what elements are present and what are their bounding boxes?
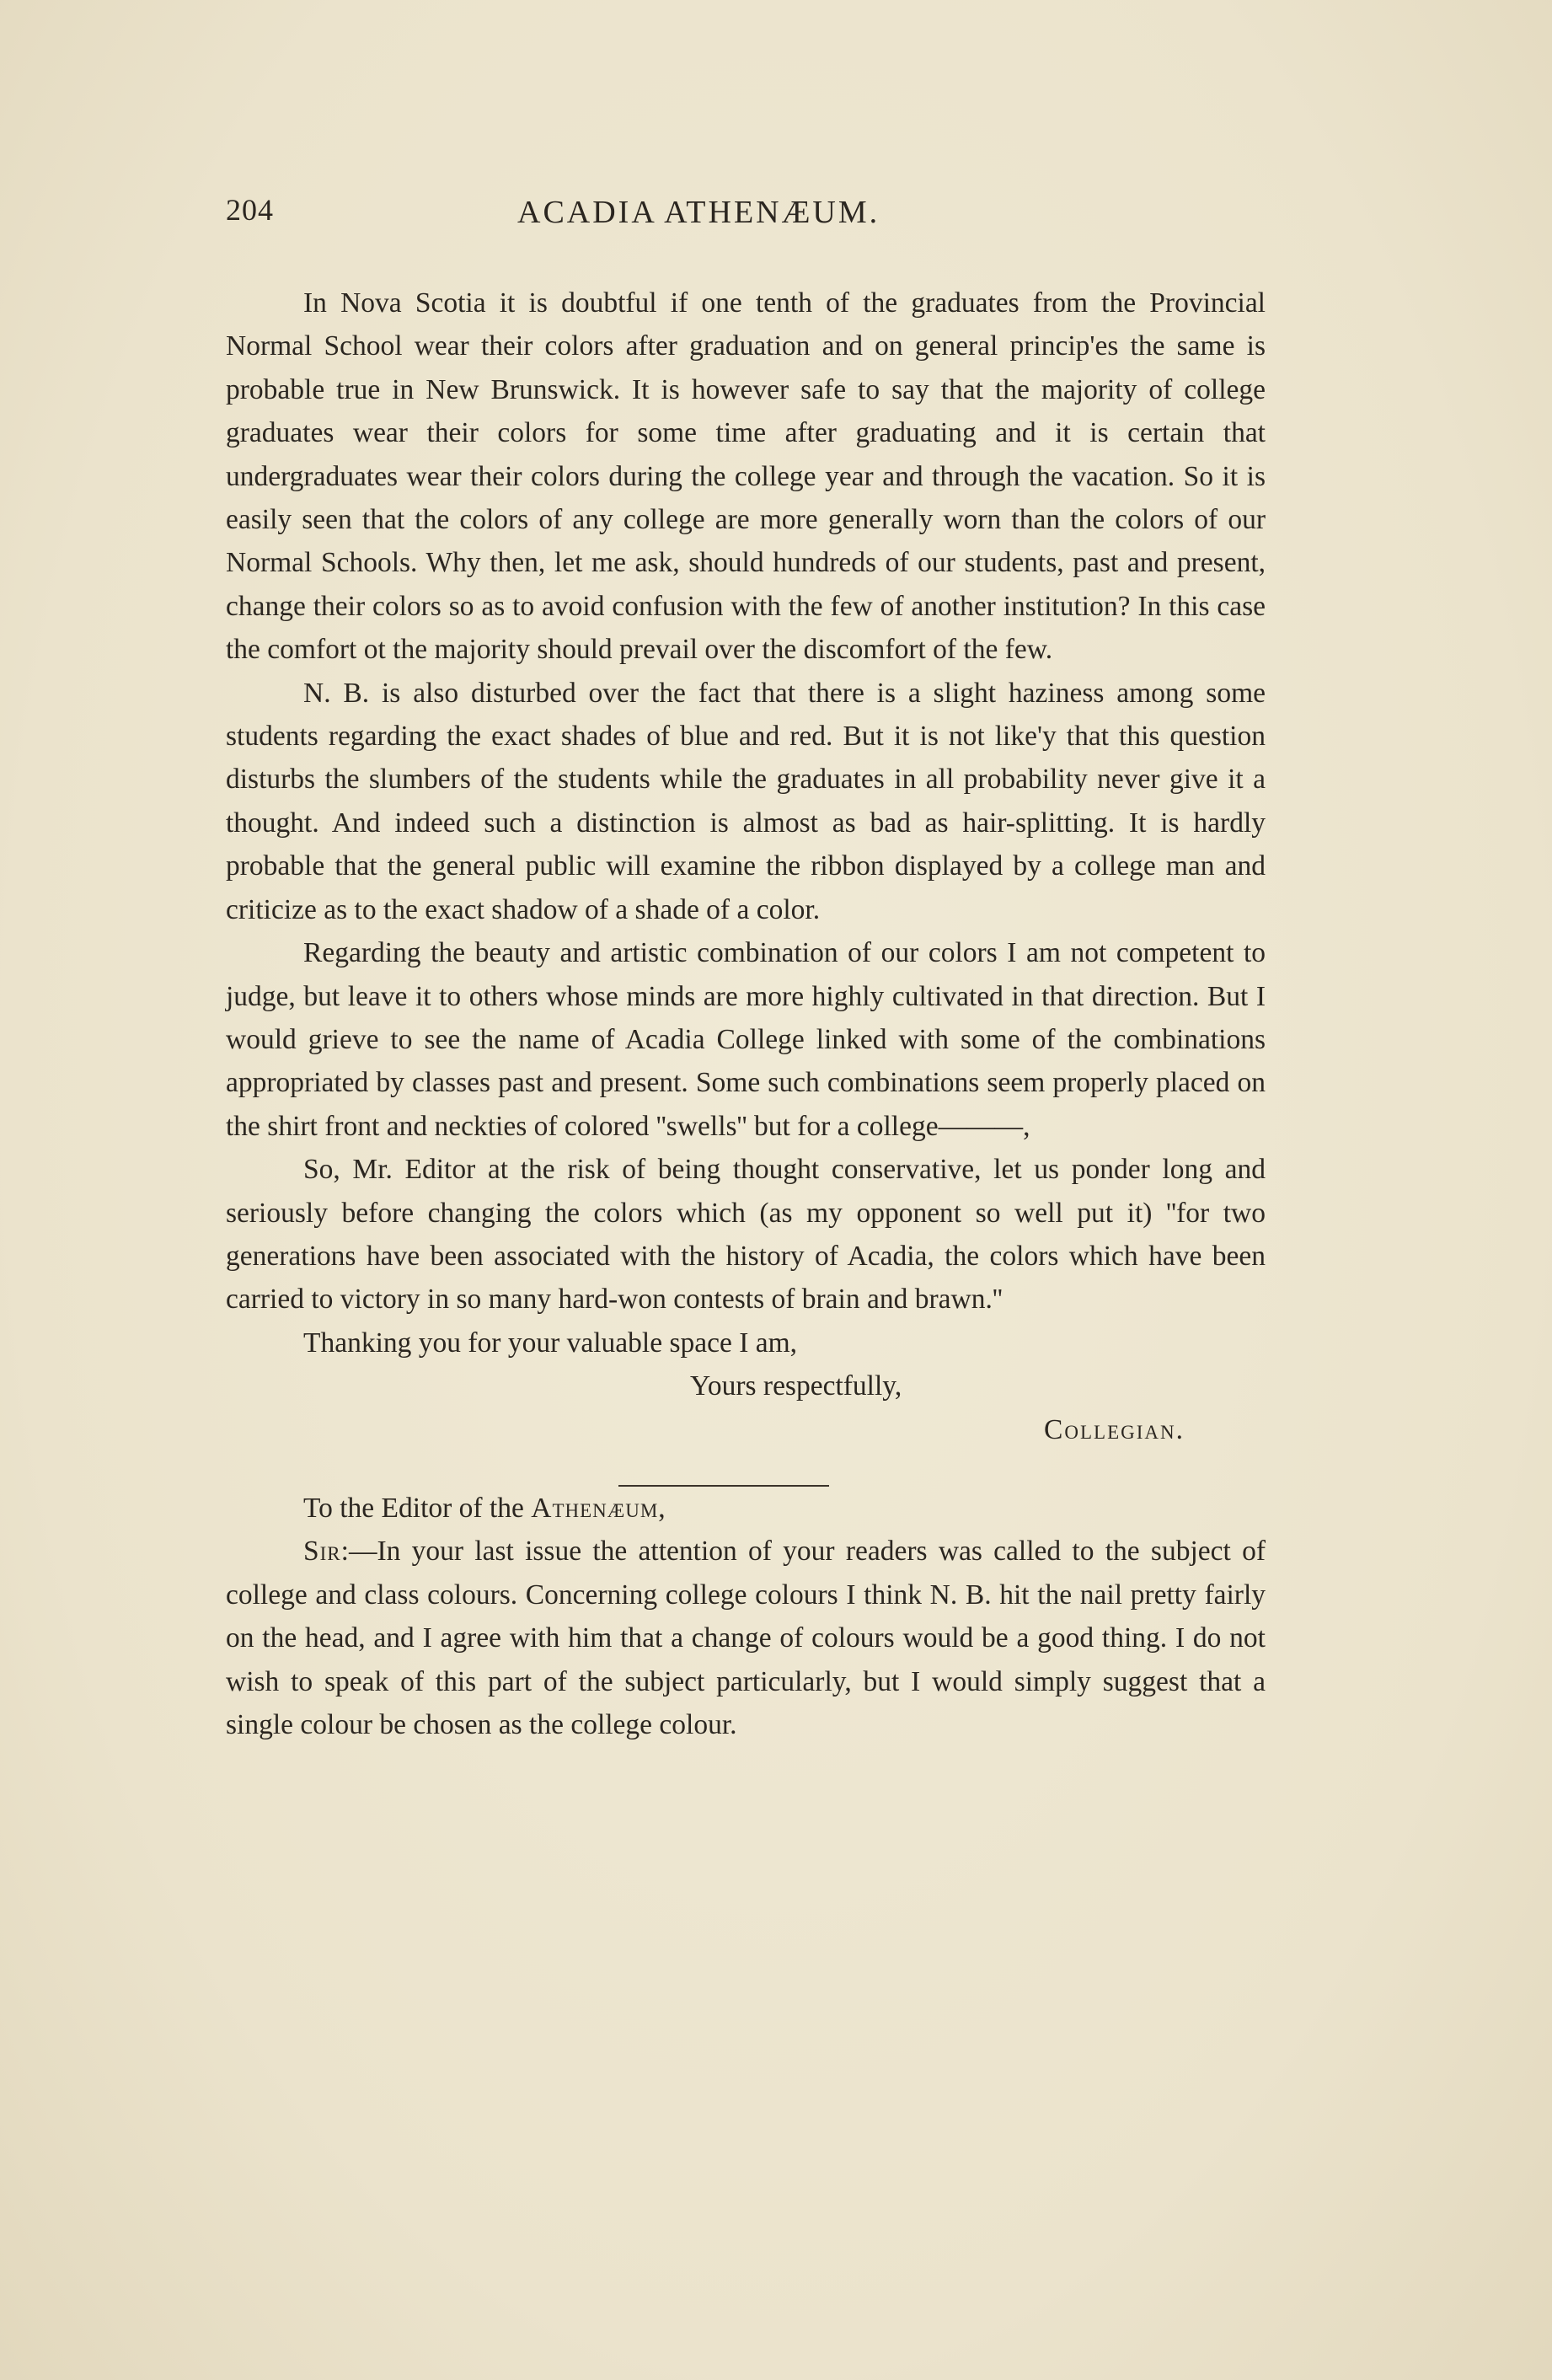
running-title: ACADIA ATHENÆUM. xyxy=(517,195,880,230)
paragraph-2: N. B. is also disturbed over the fact that there is a slight haziness among some students regarding the exact shades of blue and red. But it is not like'y that this question disturbs the slumbers of the students while the graduates in all probability never give it a thought. And indeed such a distinction is almost as bad as hair-splitting. It is hardly probable that the general public will examine the ribbon displayed by a college man and criticize as to the exact shadow of a shade of a color. xyxy=(226,677,1266,925)
paragraph-5-text: :—In your last issue the attention of your readers was called to the subject of college and class colours. Concerning college colours I think N. B. hit the nail pretty fairly on the head, and I agree with him that a change of colours would be a good thing. I do not wish to speak of this part of the subject particularly, but I would simply suggest that a single colour be chosen as the college colour. xyxy=(226,1536,1266,1740)
addressee-name: Athenæum, xyxy=(531,1492,666,1524)
paragraph-3: Regarding the beauty and artistic combination of our colors I am not competent to judge, but leave it to others whose minds are more highly cultivated in that direction. But I would grieve to see the name of Acadia College linked with some of the combinations appropriated by classes past and present. Some such combinations seem properly placed on the shirt front and neckties of colored ''swells'' but for a college———, xyxy=(226,937,1266,1142)
page-number: 204 xyxy=(226,193,274,227)
page-header xyxy=(226,192,1271,243)
paragraph-4: So, Mr. Editor at the risk of being thought conservative, let us ponder long and seriously before changing the colors which (as my opponent so well put it) ''for two generations have been associated with the history of Acadia, the colors which have been carried to victory in so many hard-won contests of brain and brawn.'' xyxy=(226,1154,1266,1316)
letter-signature: Collegian. xyxy=(1044,1413,1185,1445)
letter-closing: Thanking you for your valuable space I am, xyxy=(303,1327,798,1359)
letter-addressee xyxy=(226,1487,1266,1530)
addressee-prefix: To the Editor of the xyxy=(303,1492,532,1524)
article-body xyxy=(226,281,1266,1746)
paragraph-1: In Nova Scotia it is doubtful if one tenth of the graduates from the Provincial Normal School wear their colors after graduation and on general princip'es the same is probable true in New Brunswick. It is however safe to say that the majority of college graduates wear their colors for some time after graduating and it is certain that undergraduates wear their colors during the college year and through the vacation. So it is easily seen that the colors of any college are more generally worn than the colors of our Normal Schools. Why then, let me ask, should hundreds of our students, past and present, change their colors so as to avoid confusion with the few of another institution? In this case the comfort ot the majority should prevail over the discomfort of the few. xyxy=(226,287,1266,666)
salutation-sir: Sir xyxy=(303,1536,341,1568)
letter-salutation: Yours respectfully, xyxy=(690,1370,902,1402)
paragraph-5 xyxy=(226,1530,1266,1746)
